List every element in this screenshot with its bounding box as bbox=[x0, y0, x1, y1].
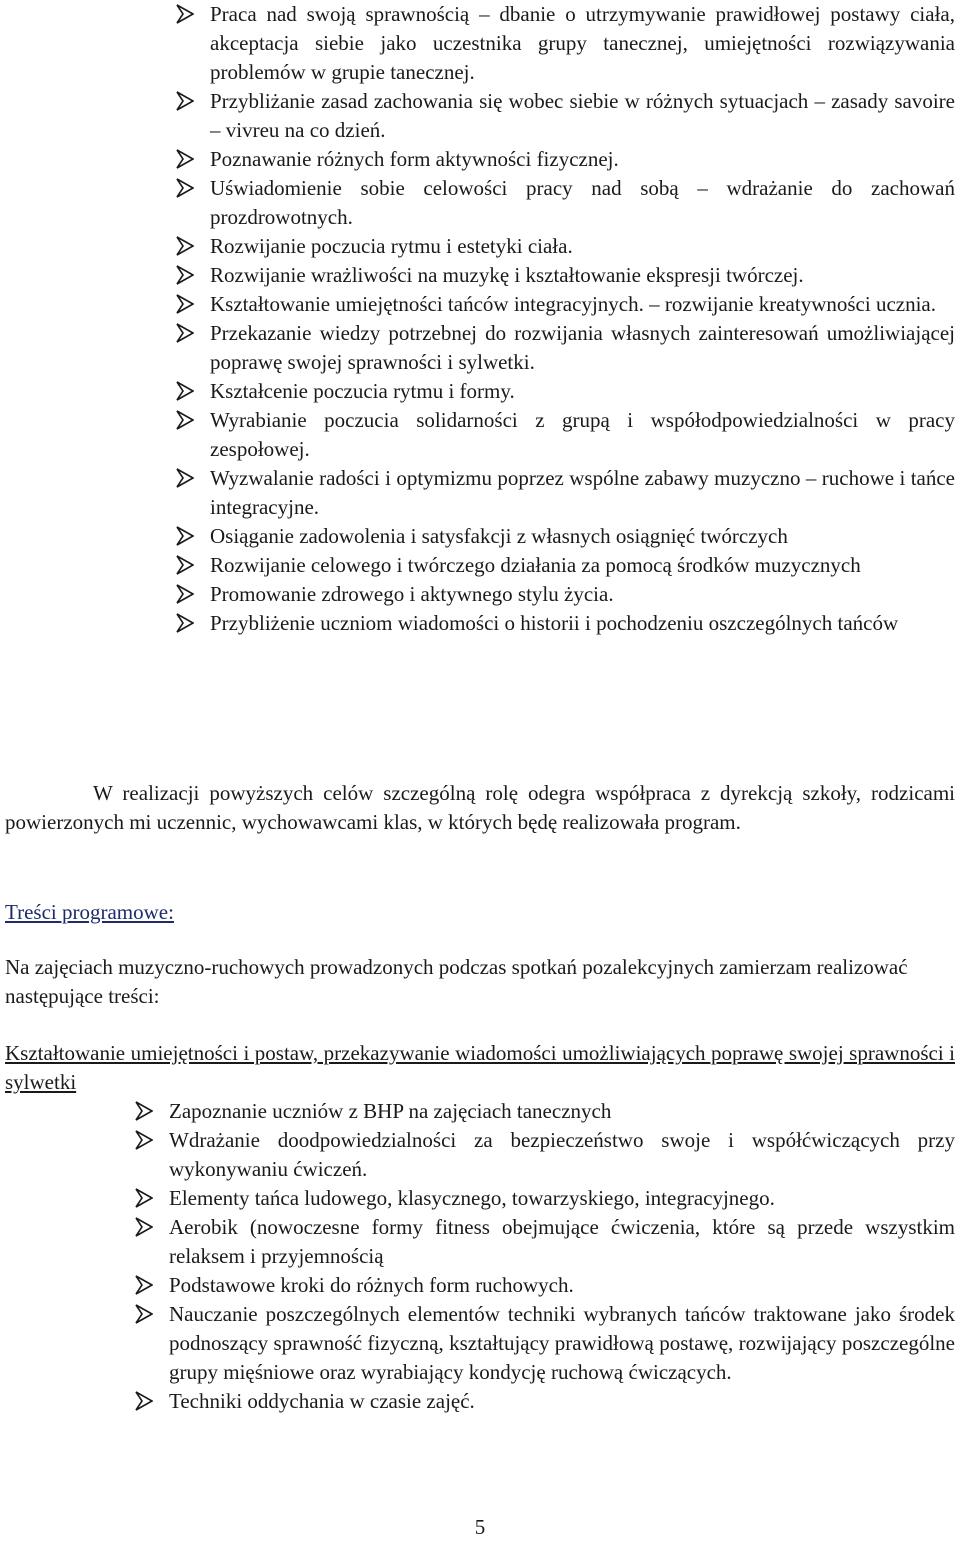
list-item-text: Wyrabianie poczucia solidarności z grupą i współodpowiedzialności w pracy zespołowej. bbox=[210, 408, 955, 461]
arrowhead-bullet-icon bbox=[176, 584, 194, 604]
arrowhead-bullet-icon bbox=[135, 1275, 153, 1295]
list-item bbox=[210, 261, 955, 290]
objectives-list bbox=[210, 0, 955, 638]
list-item-text: Przybliżanie zasad zachowania się wobec siebie w różnych sytuacjach – zasady savoire – vivreu na co dzień. bbox=[210, 89, 955, 142]
list-item bbox=[210, 319, 955, 377]
arrowhead-bullet-icon bbox=[176, 236, 194, 256]
list-item-text: Kształtowanie umiejętności tańców integracyjnych. – rozwijanie kreatywności ucznia. bbox=[210, 292, 936, 316]
arrowhead-bullet-icon bbox=[176, 4, 194, 24]
list-item bbox=[210, 522, 955, 551]
list-item bbox=[210, 290, 955, 319]
list-item bbox=[169, 1184, 955, 1213]
list-item bbox=[210, 377, 955, 406]
list-item-text: Rozwijanie celowego i twórczego działania za pomocą środków muzycznych bbox=[210, 553, 861, 577]
list-item-text: Elementy tańca ludowego, klasycznego, towarzyskiego, integracyjnego. bbox=[169, 1186, 775, 1210]
arrowhead-bullet-icon bbox=[135, 1101, 153, 1121]
list-item-text: Zapoznanie uczniów z BHP na zajęciach tanecznych bbox=[169, 1099, 612, 1123]
list-item bbox=[210, 406, 955, 464]
list-item-text: Promowanie zdrowego i aktywnego stylu życia. bbox=[210, 582, 614, 606]
list-item bbox=[210, 145, 955, 174]
arrowhead-bullet-icon bbox=[135, 1391, 153, 1411]
list-item bbox=[210, 580, 955, 609]
arrowhead-bullet-icon bbox=[176, 91, 194, 111]
list-item-text: Kształcenie poczucia rytmu i formy. bbox=[210, 379, 515, 403]
arrowhead-bullet-icon bbox=[176, 323, 194, 343]
arrowhead-bullet-icon bbox=[135, 1188, 153, 1208]
arrowhead-bullet-icon bbox=[176, 265, 194, 285]
list-item bbox=[210, 551, 955, 580]
list-item bbox=[210, 174, 955, 232]
list-item bbox=[169, 1300, 955, 1387]
list-item-text: Praca nad swoją sprawnością – dbanie o utrzymywanie prawidłowej postawy ciała, akceptacja siebie jako uczestnika grupy tanecznej, umiejętności rozwiązywania problemów w grupie tanecznej. bbox=[210, 2, 955, 84]
list-item-text: Osiąganie zadowolenia i satysfakcji z własnych osiągnięć twórczych bbox=[210, 524, 788, 548]
list-item-text: Wyzwalanie radości i optymizmu poprzez wspólne zabawy muzyczno – ruchowe i tańce integracyjne. bbox=[210, 466, 955, 519]
list-item-text: Przybliżenie uczniom wiadomości o historii i pochodzeniu oszczególnych tańców bbox=[210, 611, 899, 635]
list-item-text: Podstawowe kroki do różnych form ruchowych. bbox=[169, 1273, 574, 1297]
list-item-text: Uświadomienie sobie celowości pracy nad sobą – wdrażanie do zachowań prozdrowotnych. bbox=[210, 176, 955, 229]
arrowhead-bullet-icon bbox=[176, 149, 194, 169]
list-item-text: Rozwijanie poczucia rytmu i estetyki ciała. bbox=[210, 234, 573, 258]
page-number: 5 bbox=[474, 1515, 486, 1539]
arrowhead-bullet-icon bbox=[176, 178, 194, 198]
list-item bbox=[210, 87, 955, 145]
arrowhead-bullet-icon bbox=[176, 613, 194, 633]
arrowhead-bullet-icon bbox=[176, 555, 194, 575]
summary-paragraph: W realizacji powyższych celów szczególną rolę odegra współpraca z dyrekcją szkoły, rodzicami powierzonych mi uczennic, wychowawcami klas, w których będę realizowała program. bbox=[5, 781, 955, 834]
list-item-text: Wdrażanie doodpowiedzialności za bezpieczeństwo swoje i współćwiczących przy wykonywaniu ćwiczeń. bbox=[169, 1128, 955, 1181]
arrowhead-bullet-icon bbox=[135, 1217, 153, 1237]
arrowhead-bullet-icon bbox=[176, 526, 194, 546]
list-item-text: Przekazanie wiedzy potrzebnej do rozwijania własnych zainteresowań umożliwiającej poprawę swojej sprawności i sylwetki. bbox=[210, 321, 955, 374]
list-item bbox=[210, 464, 955, 522]
list-item-text: Aerobik (nowoczesne formy fitness obejmujące ćwiczenia, które są przede wszystkim relaksem i przyjemnością bbox=[169, 1215, 955, 1268]
list-item bbox=[210, 232, 955, 261]
list-item-text: Rozwijanie wrażliwości na muzykę i kształtowanie ekspresji twórczej. bbox=[210, 263, 804, 287]
arrowhead-bullet-icon bbox=[135, 1304, 153, 1324]
arrowhead-bullet-icon bbox=[135, 1130, 153, 1150]
list-item bbox=[169, 1126, 955, 1184]
list-item-text: Nauczanie poszczególnych elementów techniki wybranych tańców traktowane jako środek podnoszący sprawność fizyczną, kształtujący prawidłową postawę, rozwijający poszczególne grupy mięśniowe oraz wyrabiający kondycję ruchową ćwiczących. bbox=[169, 1302, 955, 1384]
arrowhead-bullet-icon bbox=[176, 294, 194, 314]
arrowhead-bullet-icon bbox=[176, 468, 194, 488]
list-item bbox=[169, 1387, 955, 1416]
list-item bbox=[169, 1097, 955, 1126]
list-item bbox=[210, 609, 955, 638]
arrowhead-bullet-icon bbox=[176, 381, 194, 401]
list-item bbox=[210, 0, 955, 87]
list-item-text: Poznawanie różnych form aktywności fizycznej. bbox=[210, 147, 619, 171]
content-list bbox=[169, 1097, 955, 1416]
list-item bbox=[169, 1271, 955, 1300]
list-item bbox=[169, 1213, 955, 1271]
list-item-text: Techniki oddychania w czasie zajęć. bbox=[169, 1389, 475, 1413]
intro-paragraph: Na zajęciach muzyczno-ruchowych prowadzonych podczas spotkań pozalekcyjnych zamierzam realizować następujące treści: bbox=[5, 955, 908, 1008]
subsection-heading: Kształtowanie umiejętności i postaw, przekazywanie wiadomości umożliwiających poprawę swojej sprawności i sylwetki bbox=[5, 1041, 955, 1094]
arrowhead-bullet-icon bbox=[176, 410, 194, 430]
section-heading: Treści programowe: bbox=[5, 900, 174, 924]
